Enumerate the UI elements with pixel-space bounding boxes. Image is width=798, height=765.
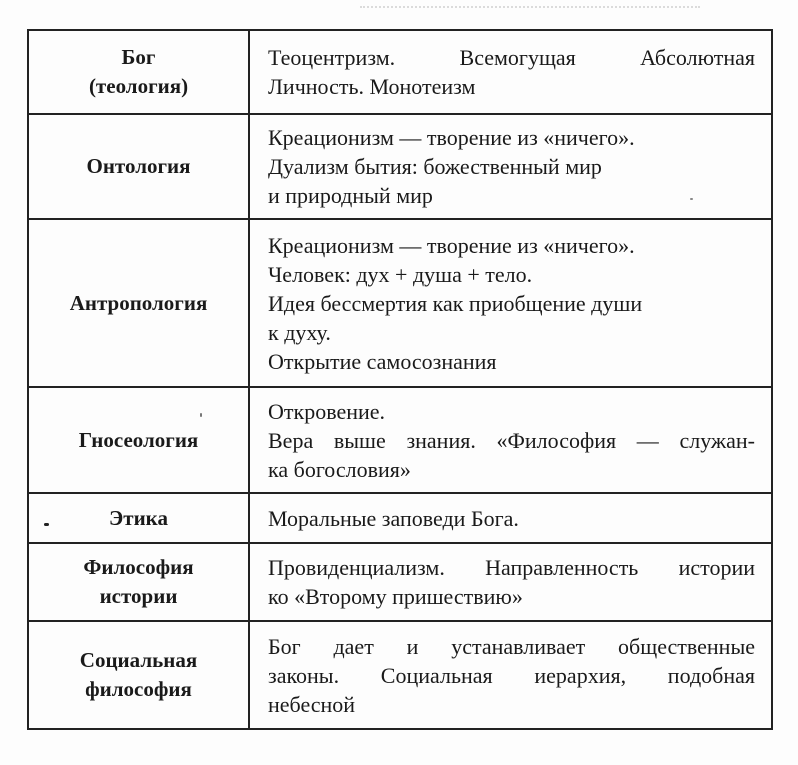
category-cell xyxy=(28,493,249,543)
table-body xyxy=(28,30,772,729)
description-line: к духу. xyxy=(268,319,331,345)
category-line: (теология) xyxy=(88,74,189,98)
category-line: Социальная xyxy=(79,648,198,672)
description-cell xyxy=(249,387,772,493)
description-cell xyxy=(249,543,772,621)
category-cell xyxy=(28,30,249,114)
description-line: Провиденциализм. Направленность истории xyxy=(268,555,755,580)
cut-off-heading-fragment xyxy=(360,0,700,8)
description-line: ка богословия» xyxy=(268,456,411,482)
table-row xyxy=(28,621,772,729)
category-line: Этика xyxy=(109,505,168,530)
category-line: философия xyxy=(85,677,192,701)
description-cell xyxy=(249,493,772,543)
description-cell xyxy=(249,114,772,219)
description-line: Откровение. xyxy=(268,398,386,424)
description-line: Человек: дух + душа + тело. xyxy=(268,261,533,287)
description-line: Бог дает и устанавливает общественные xyxy=(268,633,755,659)
category-line: Бог xyxy=(121,45,156,69)
category-cell xyxy=(28,621,249,729)
description-cell xyxy=(249,219,772,387)
description-line: Дуализм бытия: божественный мир xyxy=(268,154,602,179)
description-line: ко «Второму пришествию» xyxy=(268,584,523,609)
description-line: Теоцентризм. Всемогущая Абсолютная xyxy=(268,45,755,70)
description-cell xyxy=(249,621,772,729)
table-row xyxy=(28,219,772,387)
table-row xyxy=(28,30,772,114)
description-line: Вера выше знания. «Философия — служан- xyxy=(268,427,755,453)
table-row xyxy=(28,543,772,621)
table-row xyxy=(28,114,772,219)
description-line: законы. Социальная иерархия, подобная xyxy=(268,662,755,688)
category-cell xyxy=(28,114,249,219)
description-line: Креационизм — творение из «ничего». xyxy=(268,125,635,150)
category-line: Философия xyxy=(83,555,194,579)
table-row xyxy=(28,493,772,543)
category-line: Антропология xyxy=(69,290,208,315)
description-line: небесной xyxy=(268,691,356,717)
category-cell xyxy=(28,387,249,493)
table-row xyxy=(28,387,772,493)
description-line: Креационизм — творение из «ничего». xyxy=(268,232,635,258)
description-line: Открытие самосознания xyxy=(268,348,497,374)
scan-speck xyxy=(690,198,693,200)
description-line: и природный мир xyxy=(268,183,433,208)
description-cell xyxy=(249,30,772,114)
description-line: Идея бессмертия как приобщение души xyxy=(268,290,643,316)
category-cell xyxy=(28,219,249,387)
description-line: Моральные заповеди Бога. xyxy=(268,505,519,531)
philosophy-table xyxy=(27,29,773,730)
scan-speck xyxy=(44,523,49,526)
category-line: истории xyxy=(99,584,178,608)
category-cell xyxy=(28,543,249,621)
category-line: Гносеология xyxy=(78,427,199,452)
scan-speck xyxy=(200,413,202,417)
category-line: Онтология xyxy=(86,154,191,178)
description-line: Личность. Монотеизм xyxy=(268,74,476,99)
